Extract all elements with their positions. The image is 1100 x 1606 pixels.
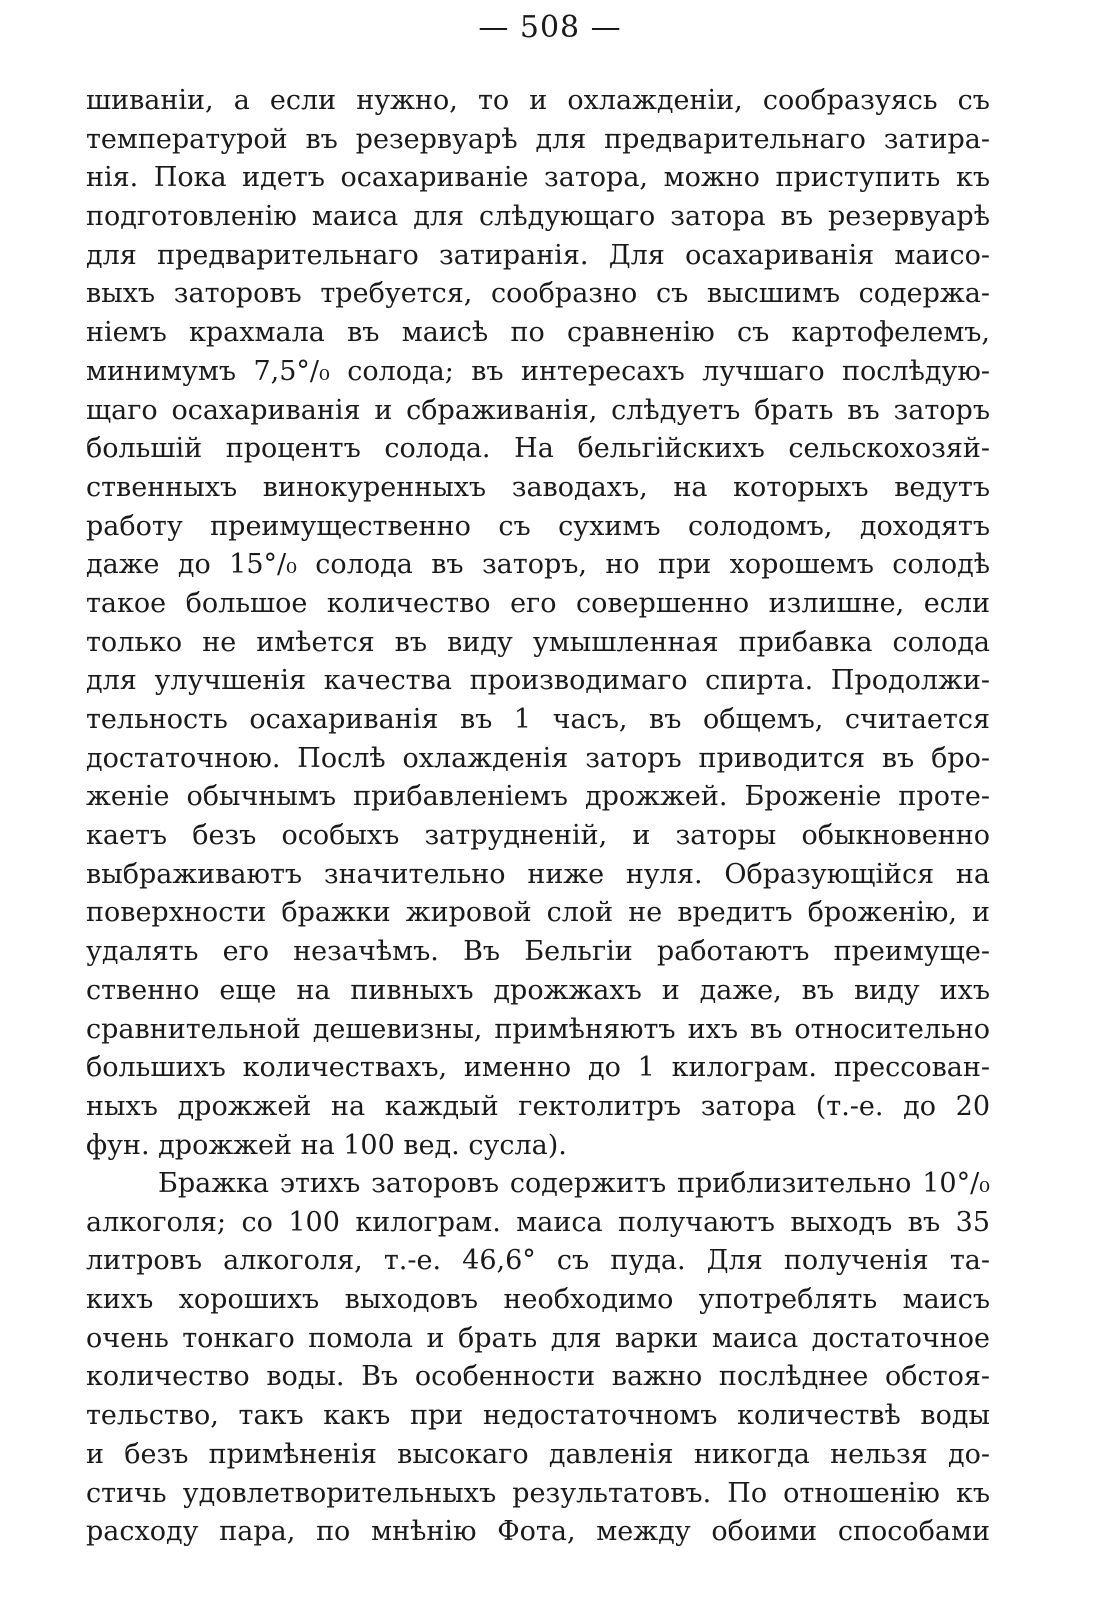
text-line: алкоголя; со 100 килограм. маиса получаютъ выходъ въ 35 <box>86 1206 990 1238</box>
text-line: очень тонкаго помола и брать для варки маиса достаточное <box>86 1322 990 1354</box>
text-line: температурой въ резервуарѣ для предварительнаго затира- <box>86 123 990 155</box>
text-line: работу преимущественно съ сухимъ солодомъ, доходятъ <box>86 510 990 542</box>
text-line: поверхности бражки жировой слой не вредитъ броженію, и <box>86 897 990 929</box>
text-line: кихъ хорошихъ выходовъ необходимо употреблять маисъ <box>86 1284 990 1316</box>
paragraph-1 <box>86 82 990 1165</box>
text-line: минимумъ 7,5°/₀ солода; въ интересахъ лучшаго послѣдую- <box>86 355 990 387</box>
text-line: количество воды. Въ особенности важно послѣднее обстоя- <box>86 1361 990 1393</box>
text-line: каетъ безъ особыхъ затрудненій, и заторы обыкновенно <box>86 820 990 852</box>
text-line: и безъ примѣненія высокаго давленія никогда нельзя до- <box>86 1438 990 1470</box>
text-line: для предварительнаго затиранія. Для осахариванія маисо- <box>86 239 990 271</box>
text-line: Бражка этихъ заторовъ содержитъ приблизительно 10°/₀ <box>158 1168 990 1199</box>
text-line: ственныхъ винокуренныхъ заводахъ, на которыхъ ведутъ <box>86 471 990 503</box>
text-line: тельность осахариванія въ 1 часъ, въ общемъ, считается <box>86 704 990 735</box>
text-line: подготовленію маиса для слѣдующаго затора въ резервуарѣ <box>86 201 990 233</box>
text-line: для улучшенія качества производимаго спирта. Продолжи- <box>86 665 990 697</box>
text-line: шиваніи, а если нужно, то и охлажденіи, сообразуясь съ <box>86 85 990 116</box>
text-line: большій процентъ солода. На бельгійскихъ сельскохозяй- <box>86 433 990 465</box>
text-line: тельство, такъ какъ при недостаточномъ количествѣ воды <box>86 1400 990 1432</box>
text-line: только не имѣется въ виду умышленная прибавка солода <box>86 626 990 658</box>
text-line: большихъ количествахъ, именно до 1 килограм. прессован- <box>86 1052 990 1084</box>
text-line: ныхъ дрожжей на каждый гектолитръ затора (т.-е. до 20 <box>86 1090 990 1122</box>
text-line: нія. Пока идетъ осахариваніе затора, можно приступить къ <box>86 162 990 194</box>
text-line: ніемъ крахмала въ маисѣ по сравненію съ картофелемъ, <box>86 317 990 349</box>
text-line: фун. дрожжей на 100 вед. сусла). <box>86 1129 567 1161</box>
text-line: даже до 15°/₀ солода въ заторъ, но при хорошемъ солодѣ <box>86 549 990 581</box>
text-line: стичь удовлетворительныхъ результатовъ. По отношенію къ <box>86 1477 990 1509</box>
text-line: удалять его незачѣмъ. Въ Бельгіи работаютъ преимуще- <box>86 936 990 968</box>
text-line: щаго осахариванія и сбраживанія, слѣдуетъ брать въ заторъ <box>86 394 990 426</box>
text-line: литровъ алкоголя, т.-е. 46,6° съ пуда. Для полученія та- <box>86 1245 990 1277</box>
text-line: выбраживаютъ значительно ниже нуля. Образующійся на <box>86 858 990 890</box>
text-line: достаточною. Послѣ охлажденія заторъ приводится въ бро- <box>86 742 990 774</box>
text-line: женіе обычнымъ прибавленіемъ дрожжей. Броженіе проте- <box>86 781 990 813</box>
text-line: расходу пара, по мнѣнію Фота, между обоими способами <box>86 1516 990 1548</box>
page-number: — 508 — <box>478 10 622 45</box>
text-line: выхъ заторовъ требуется, сообразно съ высшимъ содержа- <box>86 278 990 310</box>
text-line: такое большое количество его совершенно излишне, если <box>86 587 990 619</box>
paragraph-2 <box>86 1165 990 1552</box>
text-line: ственно еще на пивныхъ дрожжахъ и даже, въ виду ихъ <box>86 974 990 1006</box>
text-line: сравнительной дешевизны, примѣняютъ ихъ въ относительно <box>86 1013 990 1045</box>
